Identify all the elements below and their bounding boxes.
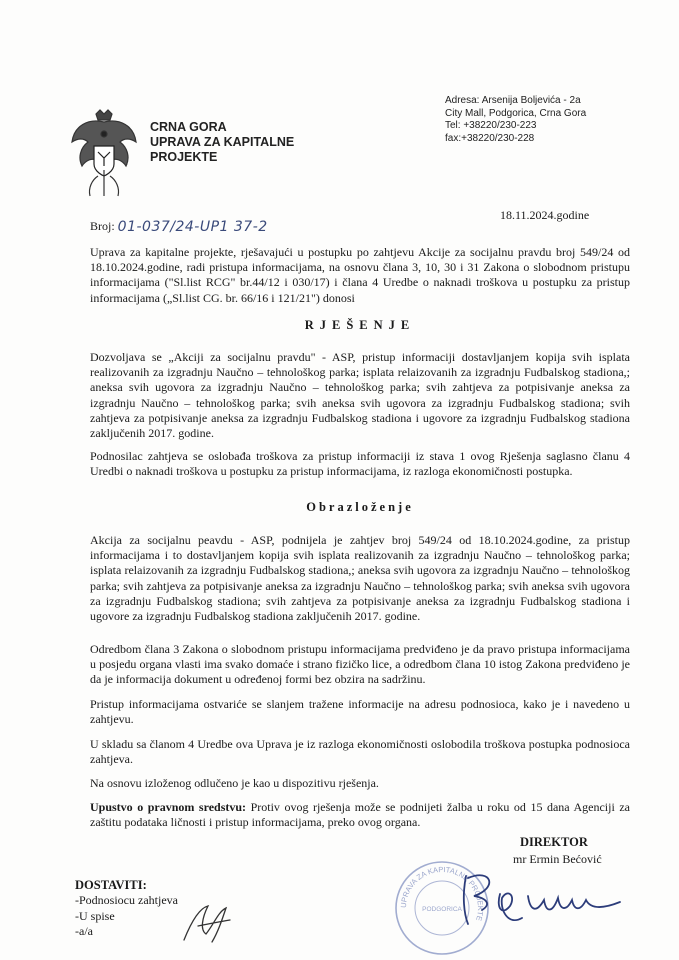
stamp-center-text: PODGORICA — [422, 906, 462, 913]
director-title: DIREKTOR — [520, 835, 588, 849]
decision-paragraph-1: Dozvoljava se „Akciji za socijalnu pravdu" - ASP, pristup informaciji dostavljanjem kopija svih isplata realizovanih za izgradnju Naučno – tehnološkog parka; isplata relaizovanih za izgradnju Fudbalskog stadiona,; aneksa svih ugovora za izgradnju Naučno – tehnološkog parka; svih zahtjeva za potpisivanje aneksa za izgradnju Naučno – tehnološkog parka; svih aneksa svih ugovora za izgradnju Fudbalskog stadiona; svih zahtjeva za potpisivanje aneksa za izgradnju Fudbalskog stadiona i ugovore za izgradnju Fudbalskog stadiona zaključenih 2017. godine. — [90, 350, 630, 441]
director-name: mr Ermin Bećović — [513, 852, 602, 866]
reasoning-title-text: Obrazloženje — [306, 500, 414, 514]
broj-handwritten-value: 01-037/24-UP1 37-2 — [117, 219, 268, 235]
reasoning-paragraph-5: Na osnovu izloženog odlučeno je kao u dispozitivu rješenja. — [90, 776, 379, 790]
reference-number — [90, 218, 268, 234]
institution-line-1: UPRAVA ZA KAPITALNE — [150, 135, 295, 149]
fax: fax:+38220/230-228 — [445, 132, 535, 144]
reasoning-paragraph-1: Akcija za socijalnu peavdu - ASP, podnijela je zahtjev broj 549/24 od 18.10.2024.godine, za pristup informacijama i to dostavljanjem kopija svih isplata realizovanih za izgradnju Naučno – tehnološkog parka; isplata relaizovanih za izgradnju Fudbalskog stadiona,; aneksa svih ugovora za izgradnju Naučno – tehnološkog parka; svih zahtjeva za potpisivanje aneksa za izgradnju Naučno – tehnološkog parka; svih aneksa svih ugovora za izgradnju Fudbalskog stadiona; svih zahtjeva za potpisivanje aneksa za izgradnju Fudbalskog stadiona i ugovore za izgradnju Fudbalskog stadiona zaključenih 2017. godine. — [90, 533, 630, 624]
reasoning-paragraph-4: U skladu sa članom 4 Uredbe ova Uprava je iz razloga ekonomičnosti oslobodila troškova postupka podnosioca zahtjeva. — [90, 737, 630, 767]
legal-remedy-text: Protiv ovog rješenja može se podnijeti žalba u roku od 15 dana Agenciji za zaštitu podataka ličnosti i pristup informacijama, preko ovog organa. — [90, 800, 630, 830]
delivery-item: -U spise — [75, 908, 115, 923]
document-date: 18.11.2024.godine — [500, 208, 590, 222]
institution-name — [150, 120, 294, 165]
reasoning-title — [90, 500, 630, 515]
contact-address — [445, 95, 586, 145]
handwritten-initials-icon — [178, 900, 234, 944]
legal-remedy — [90, 800, 630, 830]
reasoning-paragraph-3: Pristup informacijama ostvariće se slanjem tražene informacije na adresu podnosioca, kako je i navedeno u zahtjevu. — [90, 697, 630, 727]
delivery-title: DOSTAVITI: — [75, 878, 147, 892]
stamp-ring-text: UPRAVA ZA KAPITALNE PROJEKTE — [398, 864, 486, 923]
reasoning-paragraph-2: Odredbom člana 3 Zakona o slobodnom pristupu informacijama predviđeno je da pravo pristupa informacijama u posjedu organa vlasti ima svako domaće i strano fizičko lice, a odredbom člana 10 istog Zakona predviđeno je da je informacija dokument u određenoj formi bez obzira na sadržinu. — [90, 642, 630, 687]
country-name: CRNA GORA — [150, 120, 227, 134]
legal-remedy-label: Upustvo o pravnom sredstvu: — [90, 800, 247, 814]
delivery-item: -a/a — [75, 924, 93, 938]
broj-label: Broj: — [90, 219, 115, 233]
intro-paragraph: Uprava za kapitalne projekte, rješavajući u postupku po zahtjevu Akcije za socijalnu pravdu broj 549/24 od 18.10.2024.godine, radi pristupa informacijama, na osnovu člana 3, 10, 30 i 31 Zakona o slobodnom pristupu informacijama ("Sl.list RCG" br.44/12 i 030/17) i člana 4 Uredbe o naknadi troškova u postupku za pristup informacijama („Sl.list CG. br. 66/16 i 121/21") donosi — [90, 245, 630, 305]
director-signature-icon — [452, 866, 627, 936]
address-line: Adresa: Arsenija Boljevića - 2a — [445, 95, 581, 106]
institution-line-2: PROJEKTE — [150, 150, 218, 164]
decision-title-text: RJEŠENJE — [304, 318, 416, 332]
phone: Tel: +38220/230-223 — [445, 120, 537, 131]
address-city: City Mall, Podgorica, Crna Gora — [445, 107, 587, 119]
delivery-item: -Podnosiocu zahtjeva — [75, 893, 178, 907]
decision-title — [90, 318, 630, 333]
montenegro-coat-of-arms-icon — [68, 108, 140, 200]
decision-paragraph-2: Podnosilac zahtjeva se oslobađa troškova za pristup informaciji iz stava 1 ovog Rješenja saglasno članu 4 Uredbi o naknadi troškova u postupku za pristup informacijama, iz razloga ekonomičnosti postupka. — [90, 449, 630, 479]
delivery-list — [75, 893, 178, 940]
